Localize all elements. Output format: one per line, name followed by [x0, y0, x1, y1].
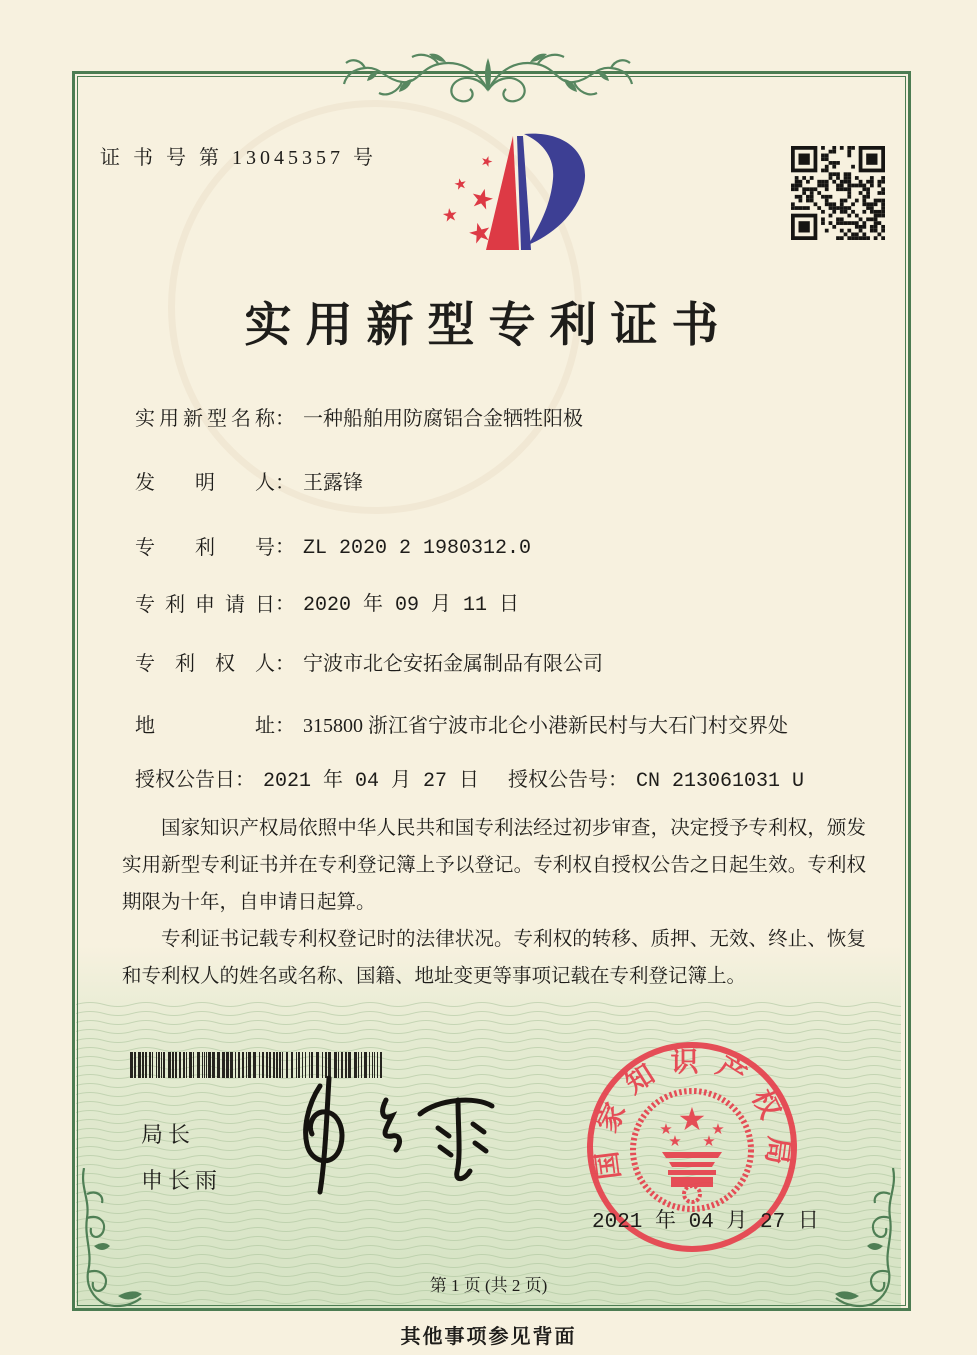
logo-star-icon: ★ [464, 215, 496, 251]
logo-star-icon: ★ [466, 181, 498, 217]
field-label: 地址 [135, 715, 275, 737]
logo-star-icon: ★ [478, 153, 495, 172]
field-filing-date [135, 587, 519, 617]
field-address [135, 709, 788, 738]
field-value: 宁波市北仑安拓金属制品有限公司 [303, 653, 603, 675]
field-patent-number [135, 530, 531, 560]
svg-text:★: ★ [668, 1134, 682, 1150]
field-label: 专利号 [135, 537, 275, 559]
logo-star-icon: ★ [452, 175, 469, 195]
back-side-note: 其他事项参见背面 [400, 1326, 577, 1348]
grant-number-label: 授权公告号 [508, 769, 608, 791]
director-name: 申长雨 [141, 1168, 223, 1193]
legal-text [122, 810, 866, 995]
certificate-title: 实用新型专利证书 [244, 300, 733, 352]
svg-text:★: ★ [711, 1122, 725, 1138]
cnipa-logo [418, 118, 588, 268]
qr-code-icon [791, 146, 885, 240]
top-scroll-ornament [342, 48, 634, 114]
field-utility-model-name [135, 402, 583, 431]
legal-paragraph-2: 专利证书记载专利权登记时的法律状况。专利权的转移、质押、无效、终止、恢复和专利权人的姓名或名称、国籍、地址变更等事项记载在专利登记簿上。 [122, 929, 866, 987]
page-number: 第 1 页 (共 2 页) [429, 1276, 548, 1295]
field-value: 2020 年 09 月 11 日 [303, 594, 520, 617]
seal-date: 2021 年 04 月 27 日 [592, 1211, 819, 1234]
field-label: 发明人 [135, 472, 275, 494]
field-colon: ： [275, 472, 295, 494]
field-value: 一种船舶用防腐铝合金牺牲阳极 [303, 408, 583, 430]
national-emblem-icon [633, 1091, 751, 1209]
legal-paragraph-1: 国家知识产权局依照中华人民共和国专利法经过初步审查，决定授予专利权，颁发实用新型专利证书并在专利登记簿上予以登记。专利权自授权公告之日起生效。专利权期限为十年，自申请日起算。 [122, 818, 866, 913]
field-colon: ： [275, 408, 295, 430]
svg-text:★: ★ [677, 1101, 707, 1137]
field-inventor [135, 466, 363, 495]
field-label: 实用新型名称 [135, 408, 275, 430]
field-colon: ： [275, 593, 295, 615]
handwritten-signature-icon [268, 1072, 513, 1197]
field-value: 315800 浙江省宁波市北仑小港新民村与大石门村交界处 [303, 715, 788, 737]
field-value: ZL 2020 2 1980312.0 [303, 537, 532, 560]
field-colon: ： [275, 653, 295, 675]
grant-number-value: CN 213061031 U [636, 770, 805, 793]
cnipa-logo-mark [418, 118, 588, 268]
svg-text:★: ★ [702, 1134, 716, 1150]
grant-date-label: 授权公告日 [135, 769, 235, 791]
field-colon: ： [608, 769, 628, 791]
field-grant-line [135, 763, 805, 793]
field-label: 专利权人 [135, 653, 275, 675]
logo-star-icon: ★ [440, 203, 460, 227]
field-colon: ： [275, 715, 295, 737]
seal-ring-text: 国家知识产权局 [590, 1046, 794, 1182]
director-title: 局长 [141, 1122, 196, 1147]
certificate-number: 证 书 号 第 13045357 号 [100, 147, 377, 169]
field-colon: ： [235, 769, 255, 791]
field-colon: ： [275, 536, 295, 558]
svg-text:★: ★ [659, 1122, 673, 1138]
grant-date-value: 2021 年 04 月 27 日 [263, 770, 480, 793]
field-value: 王露锋 [303, 472, 363, 494]
field-patentee [135, 647, 603, 676]
grant-number-group [508, 763, 804, 793]
field-label: 专利申请日 [135, 594, 275, 616]
